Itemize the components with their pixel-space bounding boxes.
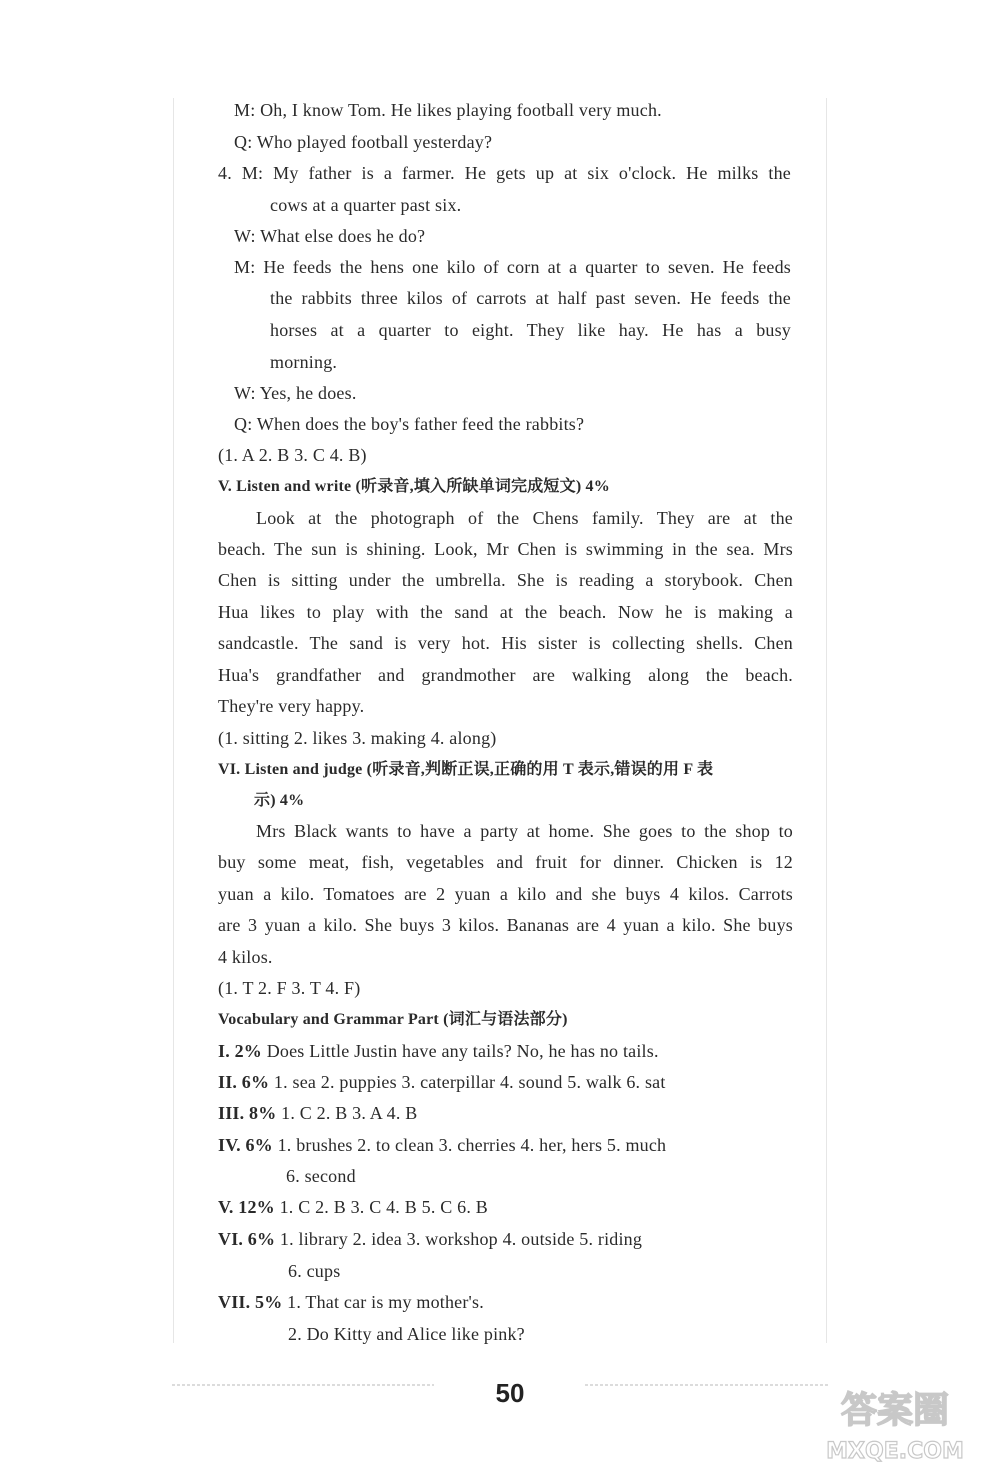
item-answer: 1. brushes 2. to clean 3. cherries 4. her, hers 5. much [277,1135,667,1155]
passage-line: Look at the photograph of the Chens family. They are at the [256,508,793,528]
question-line: Q: When does the boy's father feed the rabbits? [234,414,585,434]
answer-line: (1. A 2. B 3. C 4. B) [218,445,367,465]
item-label: II. 6% [218,1072,270,1092]
item-label: VII. 5% [218,1292,283,1312]
page-number: 50 [495,1378,525,1408]
passage-line: Mrs Black wants to have a party at home. She goes to the shop to [256,821,793,841]
answer-row-vii-cont: 2. Do Kitty and Alice like pink? [288,1324,525,1344]
footer-rule-right [585,1384,830,1386]
item-label: I. 2% [218,1041,263,1061]
item-label: IV. 6% [218,1135,273,1155]
passage-line: Hua's grandfather and grandmother are walking along the beach. [218,665,793,685]
section-heading-cont: 示) 4% [254,792,305,809]
passage-line: buy some meat, fish, vegetables and fruit for dinner. Chicken is 12 [218,852,793,872]
section-heading: VI. Listen and judge (听录音,判断正误,正确的用 T 表示,错误的用 F 表 [218,761,714,778]
passage-line: beach. The sun is shining. Look, Mr Chen is swimming in the sea. Mrs [218,539,793,559]
dialogue-line: cows at a quarter past six. [270,195,462,215]
passage-line: Chen is sitting under the umbrella. She is reading a storybook. Chen [218,570,793,590]
item-answer: Does Little Justin have any tails? No, he has no tails. [266,1041,659,1061]
footer-rule-left [172,1384,434,1386]
dialogue-line: M: He feeds the hens one kilo of corn at a quarter to seven. He feeds [234,257,791,277]
answer-row-iv-cont: 6. second [286,1166,356,1186]
watermark-logo [800,1380,990,1465]
passage-line: yuan a kilo. Tomatoes are 2 yuan a kilo and she buys 4 kilos. Carrots [218,884,793,904]
dialogue-line: W: What else does he do? [234,226,426,246]
answer-row-iii [218,1101,417,1125]
passage-line: Hua likes to play with the sand at the beach. Now he is making a [218,602,793,622]
item-answer: 1. sea 2. puppies 3. caterpillar 4. sound 5. walk 6. sat [273,1072,666,1092]
passage-line: sandcastle. The sand is very hot. His sister is collecting shells. Chen [218,633,793,653]
item-label: III. 8% [218,1103,277,1123]
answer-row-i [218,1039,659,1063]
answer-row-ii [218,1070,666,1094]
dialogue-line: horses at a quarter to eight. They like hay. He has a busy [270,320,791,340]
dialogue-line: W: Yes, he does. [234,383,357,403]
passage-line: are 3 yuan a kilo. She buys 3 kilos. Bananas are 4 yuan a kilo. She buys [218,915,793,935]
item-answer: 1. C 2. B 3. A 4. B [281,1103,418,1123]
section-heading: V. Listen and write (听录音,填入所缺单词完成短文) 4% [218,478,610,495]
left-margin-rule [173,98,174,1343]
answer-line: (1. sitting 2. likes 3. making 4. along) [218,728,497,748]
svg-text:答案圈: 答案圈 [840,1390,950,1431]
answer-row-vi-cont: 6. cups [288,1261,341,1281]
passage-line: 4 kilos. [218,947,273,967]
item-answer: 1. That car is my mother's. [287,1292,484,1312]
right-margin-rule [826,98,827,1343]
dialogue-line: 4. M: My father is a farmer. He gets up at six o'clock. He milks the [218,163,791,183]
answer-row-vi [218,1227,642,1251]
part-heading: Vocabulary and Grammar Part (词汇与语法部分) [218,1011,568,1028]
dialogue-line: morning. [270,352,338,372]
answer-row-v [218,1195,488,1219]
question-line: Q: Who played football yesterday? [234,132,493,152]
svg-text:MXQE.COM: MXQE.COM [826,1439,964,1464]
dialogue-line: M: Oh, I know Tom. He likes playing football very much. [234,100,662,120]
answer-line: (1. T 2. F 3. T 4. F) [218,978,361,998]
answer-row-vii [218,1290,484,1314]
item-answer: 1. library 2. idea 3. workshop 4. outside 5. riding [279,1229,643,1249]
passage-line: They're very happy. [218,696,365,716]
item-label: V. 12% [218,1197,275,1217]
dialogue-line: the rabbits three kilos of carrots at half past seven. He feeds the [270,288,791,308]
item-answer: 1. C 2. B 3. C 4. B 5. C 6. B [279,1197,488,1217]
answer-row-iv [218,1133,666,1157]
item-label: VI. 6% [218,1229,276,1249]
